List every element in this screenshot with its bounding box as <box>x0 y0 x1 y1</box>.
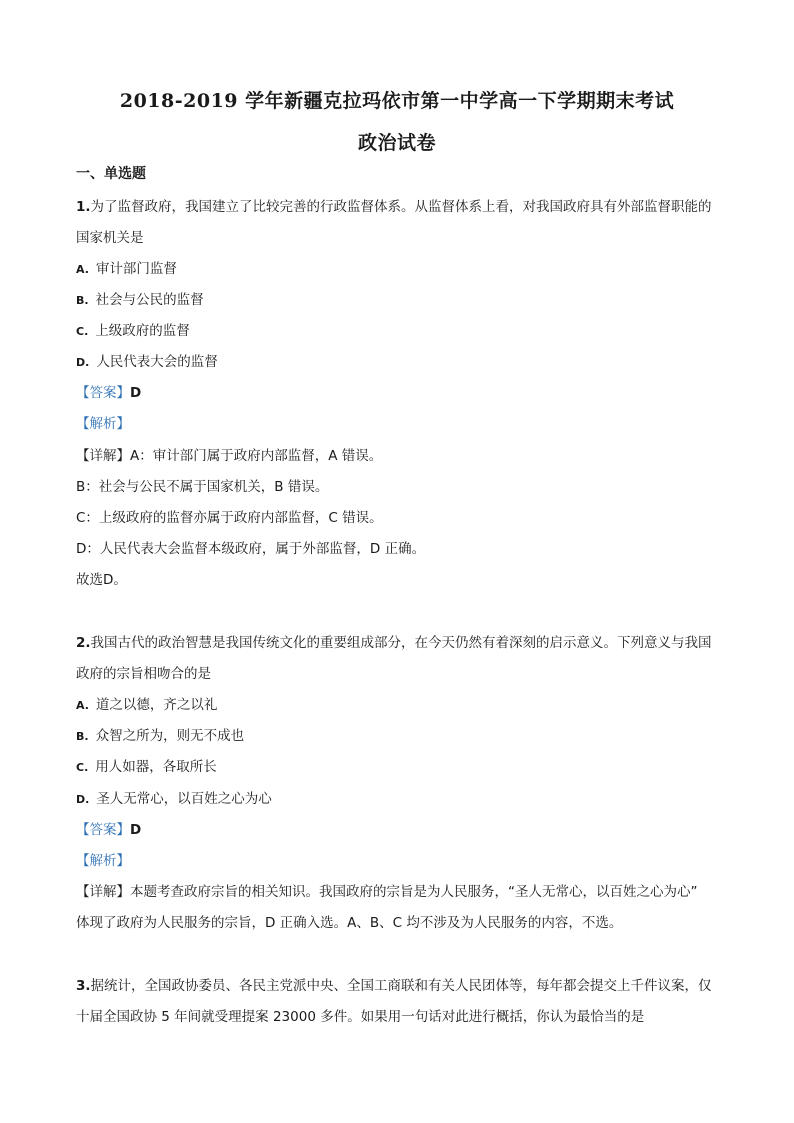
analysis-tag: 【解析】 <box>76 853 130 869</box>
option-text: 人民代表大会的监督 <box>96 354 218 370</box>
question-1-stem-continued: 国家机关是 <box>76 230 144 246</box>
answer-tag: 【答案】 <box>76 385 130 401</box>
question-2-option-c <box>76 757 726 778</box>
option-text: 用人如器，各取所长 <box>95 759 217 775</box>
option-letter: B. <box>76 294 89 307</box>
option-text: 审计部门监督 <box>95 261 177 277</box>
detail-tag: 【详解】 <box>76 884 130 900</box>
option-text: 上级政府的监督 <box>95 323 190 339</box>
document-subtitle: 政治试卷 <box>357 132 436 154</box>
question-number: 2. <box>76 635 91 651</box>
option-text: 众智之所为，则无不成也 <box>95 728 245 744</box>
question-2-option-a <box>76 695 726 716</box>
option-text: 圣人无常心，以百姓之心为心 <box>96 791 272 807</box>
question-1-conclusion: 故选D。 <box>76 572 127 588</box>
question-1-answer <box>76 383 726 403</box>
answer-letter: D <box>130 822 142 838</box>
option-letter: C. <box>76 325 89 338</box>
question-1-detail-line: D：人民代表大会监督本级政府，属于外部监督，D 正确。 <box>76 541 426 557</box>
question-2-stem <box>76 633 726 653</box>
question-1-option-c <box>76 321 726 342</box>
detail-tag: 【详解】 <box>76 448 130 464</box>
question-2-option-b <box>76 726 726 747</box>
question-1-option-b <box>76 290 726 311</box>
question-2-detail <box>76 882 726 902</box>
question-1-detail <box>76 446 726 466</box>
question-3-stem-continued: 十届全国政协 5 年间就受理提案 23000 多件。如果用一句话对此进行概括，你认为最恰当的是 <box>76 1009 645 1025</box>
option-letter: D. <box>76 793 90 806</box>
detail-text: 本题考查政府宗旨的相关知识。我国政府的宗旨是为人民服务，“圣人无常心，以百姓之心为心” <box>130 884 698 900</box>
analysis-tag: 【解析】 <box>76 416 130 432</box>
question-2-detail-line: 体现了政府为人民服务的宗旨，D 正确入选。A、B、C 均不涉及为人民服务的内容，不选。 <box>76 915 623 931</box>
question-3-stem <box>76 976 726 996</box>
section-heading: 一、单选题 <box>76 166 146 182</box>
question-2-answer <box>76 820 726 840</box>
question-1-detail-line: B：社会与公民不属于国家机关，B 错误。 <box>76 479 329 495</box>
question-1-detail-line: C：上级政府的监督亦属于政府内部监督，C 错误。 <box>76 510 383 526</box>
answer-tag: 【答案】 <box>76 822 130 838</box>
question-2-analysis-tag <box>76 851 726 871</box>
question-text: 我国古代的政治智慧是我国传统文化的重要组成部分，在今天仍然有着深刻的启示意义。下列意义与我国 <box>90 635 712 651</box>
option-text: 道之以德，齐之以礼 <box>95 697 218 713</box>
question-number: 3. <box>76 978 91 994</box>
option-letter: C. <box>76 761 89 774</box>
question-1-option-a <box>76 259 726 280</box>
question-text: 为了监督政府，我国建立了比较完善的行政监督体系。从监督体系上看，对我国政府具有外部监督职能的 <box>90 199 712 215</box>
question-1-analysis-tag <box>76 414 726 434</box>
document-title: 2018-2019 学年新疆克拉玛依市第一中学高一下学期期末考试 <box>119 90 675 112</box>
option-text: 社会与公民的监督 <box>95 292 204 308</box>
question-2-stem-continued: 政府的宗旨相吻合的是 <box>76 666 211 682</box>
question-1-option-d <box>76 352 726 373</box>
question-2-option-d <box>76 789 726 810</box>
answer-letter: D <box>130 385 142 401</box>
option-letter: A. <box>76 263 89 276</box>
question-text: 据统计，全国政协委员、各民主党派中央、全国工商联和有关人民团体等，每年都会提交上千件议案，仅 <box>90 978 712 994</box>
option-letter: A. <box>76 699 89 712</box>
option-letter: B. <box>76 730 89 743</box>
detail-text: A：审计部门属于政府内部监督，A 错误。 <box>130 448 383 464</box>
question-number: 1. <box>76 199 91 215</box>
option-letter: D. <box>76 356 90 369</box>
question-1-stem <box>76 197 726 217</box>
